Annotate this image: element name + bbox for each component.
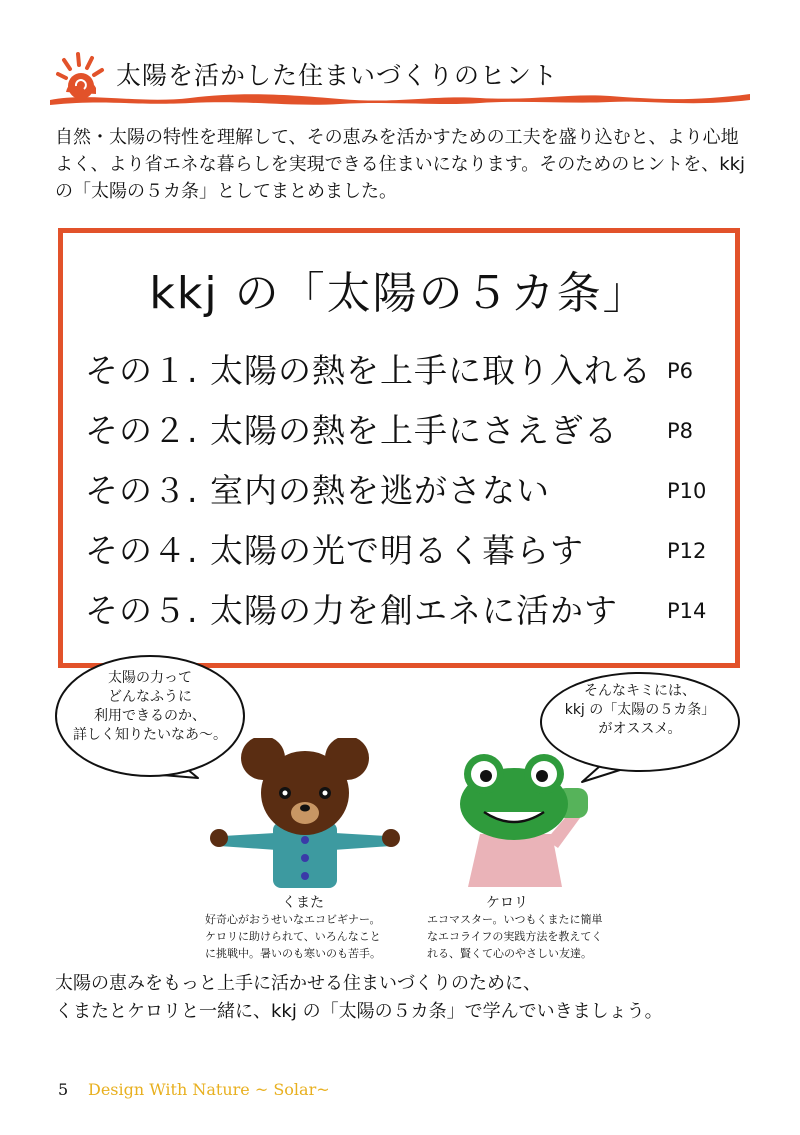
desc-line: れる、賢くて心のやさしい友達。 bbox=[427, 947, 592, 960]
closing-line: くまたとケロリと一緒に、kkj の「太陽の５カ条」で学んでいきましょう。 bbox=[55, 1001, 663, 1022]
desc-line: ケロリに助けられて、いろんなこと bbox=[205, 930, 381, 943]
intro-paragraph: 自然・太陽の特性を理解して、その恵みを活かすための工夫を盛り込むと、より心地よく、より省エネな暮らしを実現できる住まいになります。そのためのヒントを、kkj の「太陽の５カ条」としてまとめました。 bbox=[55, 127, 746, 202]
rule-page-ref: P6 bbox=[667, 359, 694, 383]
rule-item-1 bbox=[85, 345, 725, 395]
desc-line: 好奇心がおうせいなエコビギナー。 bbox=[205, 913, 381, 926]
kumata-description bbox=[205, 911, 381, 962]
bubble-line: そんなキミには、 bbox=[584, 683, 696, 699]
bubble-line: どんなふうに bbox=[108, 689, 192, 705]
closing-line: 太陽の恵みをもっと上手に活かせる住まいづくりのために、 bbox=[55, 973, 541, 994]
desc-line: エコマスター。いつもくまたに簡単 bbox=[427, 913, 603, 926]
bubble-line: 詳しく知りたいなあ〜。 bbox=[73, 727, 227, 743]
kerori-description bbox=[427, 911, 603, 962]
bubble-line: 太陽の力って bbox=[108, 670, 192, 686]
kerori-frog-illustration bbox=[450, 752, 600, 887]
rule-page-ref: P12 bbox=[667, 539, 707, 563]
kumata-name: くまた bbox=[282, 895, 324, 911]
kerori-name: ケロリ bbox=[486, 895, 528, 911]
bubble-line: kkj の「太陽の５カ条」 bbox=[564, 702, 716, 718]
page-number: 5 bbox=[58, 1080, 69, 1099]
five-rules-box bbox=[58, 228, 740, 668]
rule-item-3 bbox=[85, 465, 725, 515]
rule-page-ref: P8 bbox=[667, 419, 694, 443]
rule-item-5 bbox=[85, 585, 725, 635]
section-heading: 太陽を活かした住まいづくりのヒント bbox=[116, 61, 559, 90]
rule-text: その３. 室内の熱を逃がさない bbox=[85, 471, 550, 510]
closing-paragraph bbox=[55, 970, 765, 1026]
kumata-bear-illustration bbox=[205, 738, 405, 888]
rule-text: その１. 太陽の熱を上手に取り入れる bbox=[85, 351, 652, 390]
rule-text: その４. 太陽の光で明るく暮らす bbox=[85, 531, 584, 570]
rule-page-ref: P10 bbox=[667, 479, 707, 503]
rule-text: その２. 太陽の熱を上手にさえぎる bbox=[85, 411, 618, 450]
rules-title: kkj の「太陽の５カ条」 bbox=[149, 268, 649, 319]
bubble-line: がオススメ。 bbox=[598, 721, 682, 737]
bubble-line: 利用できるのか、 bbox=[94, 708, 206, 724]
footer-title: Design With Nature ~ Solar~ bbox=[88, 1080, 330, 1099]
rule-item-4 bbox=[85, 525, 725, 575]
desc-line: に挑戦中。暑いのも寒いのも苦手。 bbox=[205, 947, 381, 960]
rule-page-ref: P14 bbox=[667, 599, 707, 623]
desc-line: なエコライフの実践方法を教えてく bbox=[427, 930, 603, 943]
rule-text: その５. 太陽の力を創エネに活かす bbox=[85, 591, 618, 630]
rule-item-2 bbox=[85, 405, 725, 455]
heading-underline bbox=[50, 82, 750, 112]
